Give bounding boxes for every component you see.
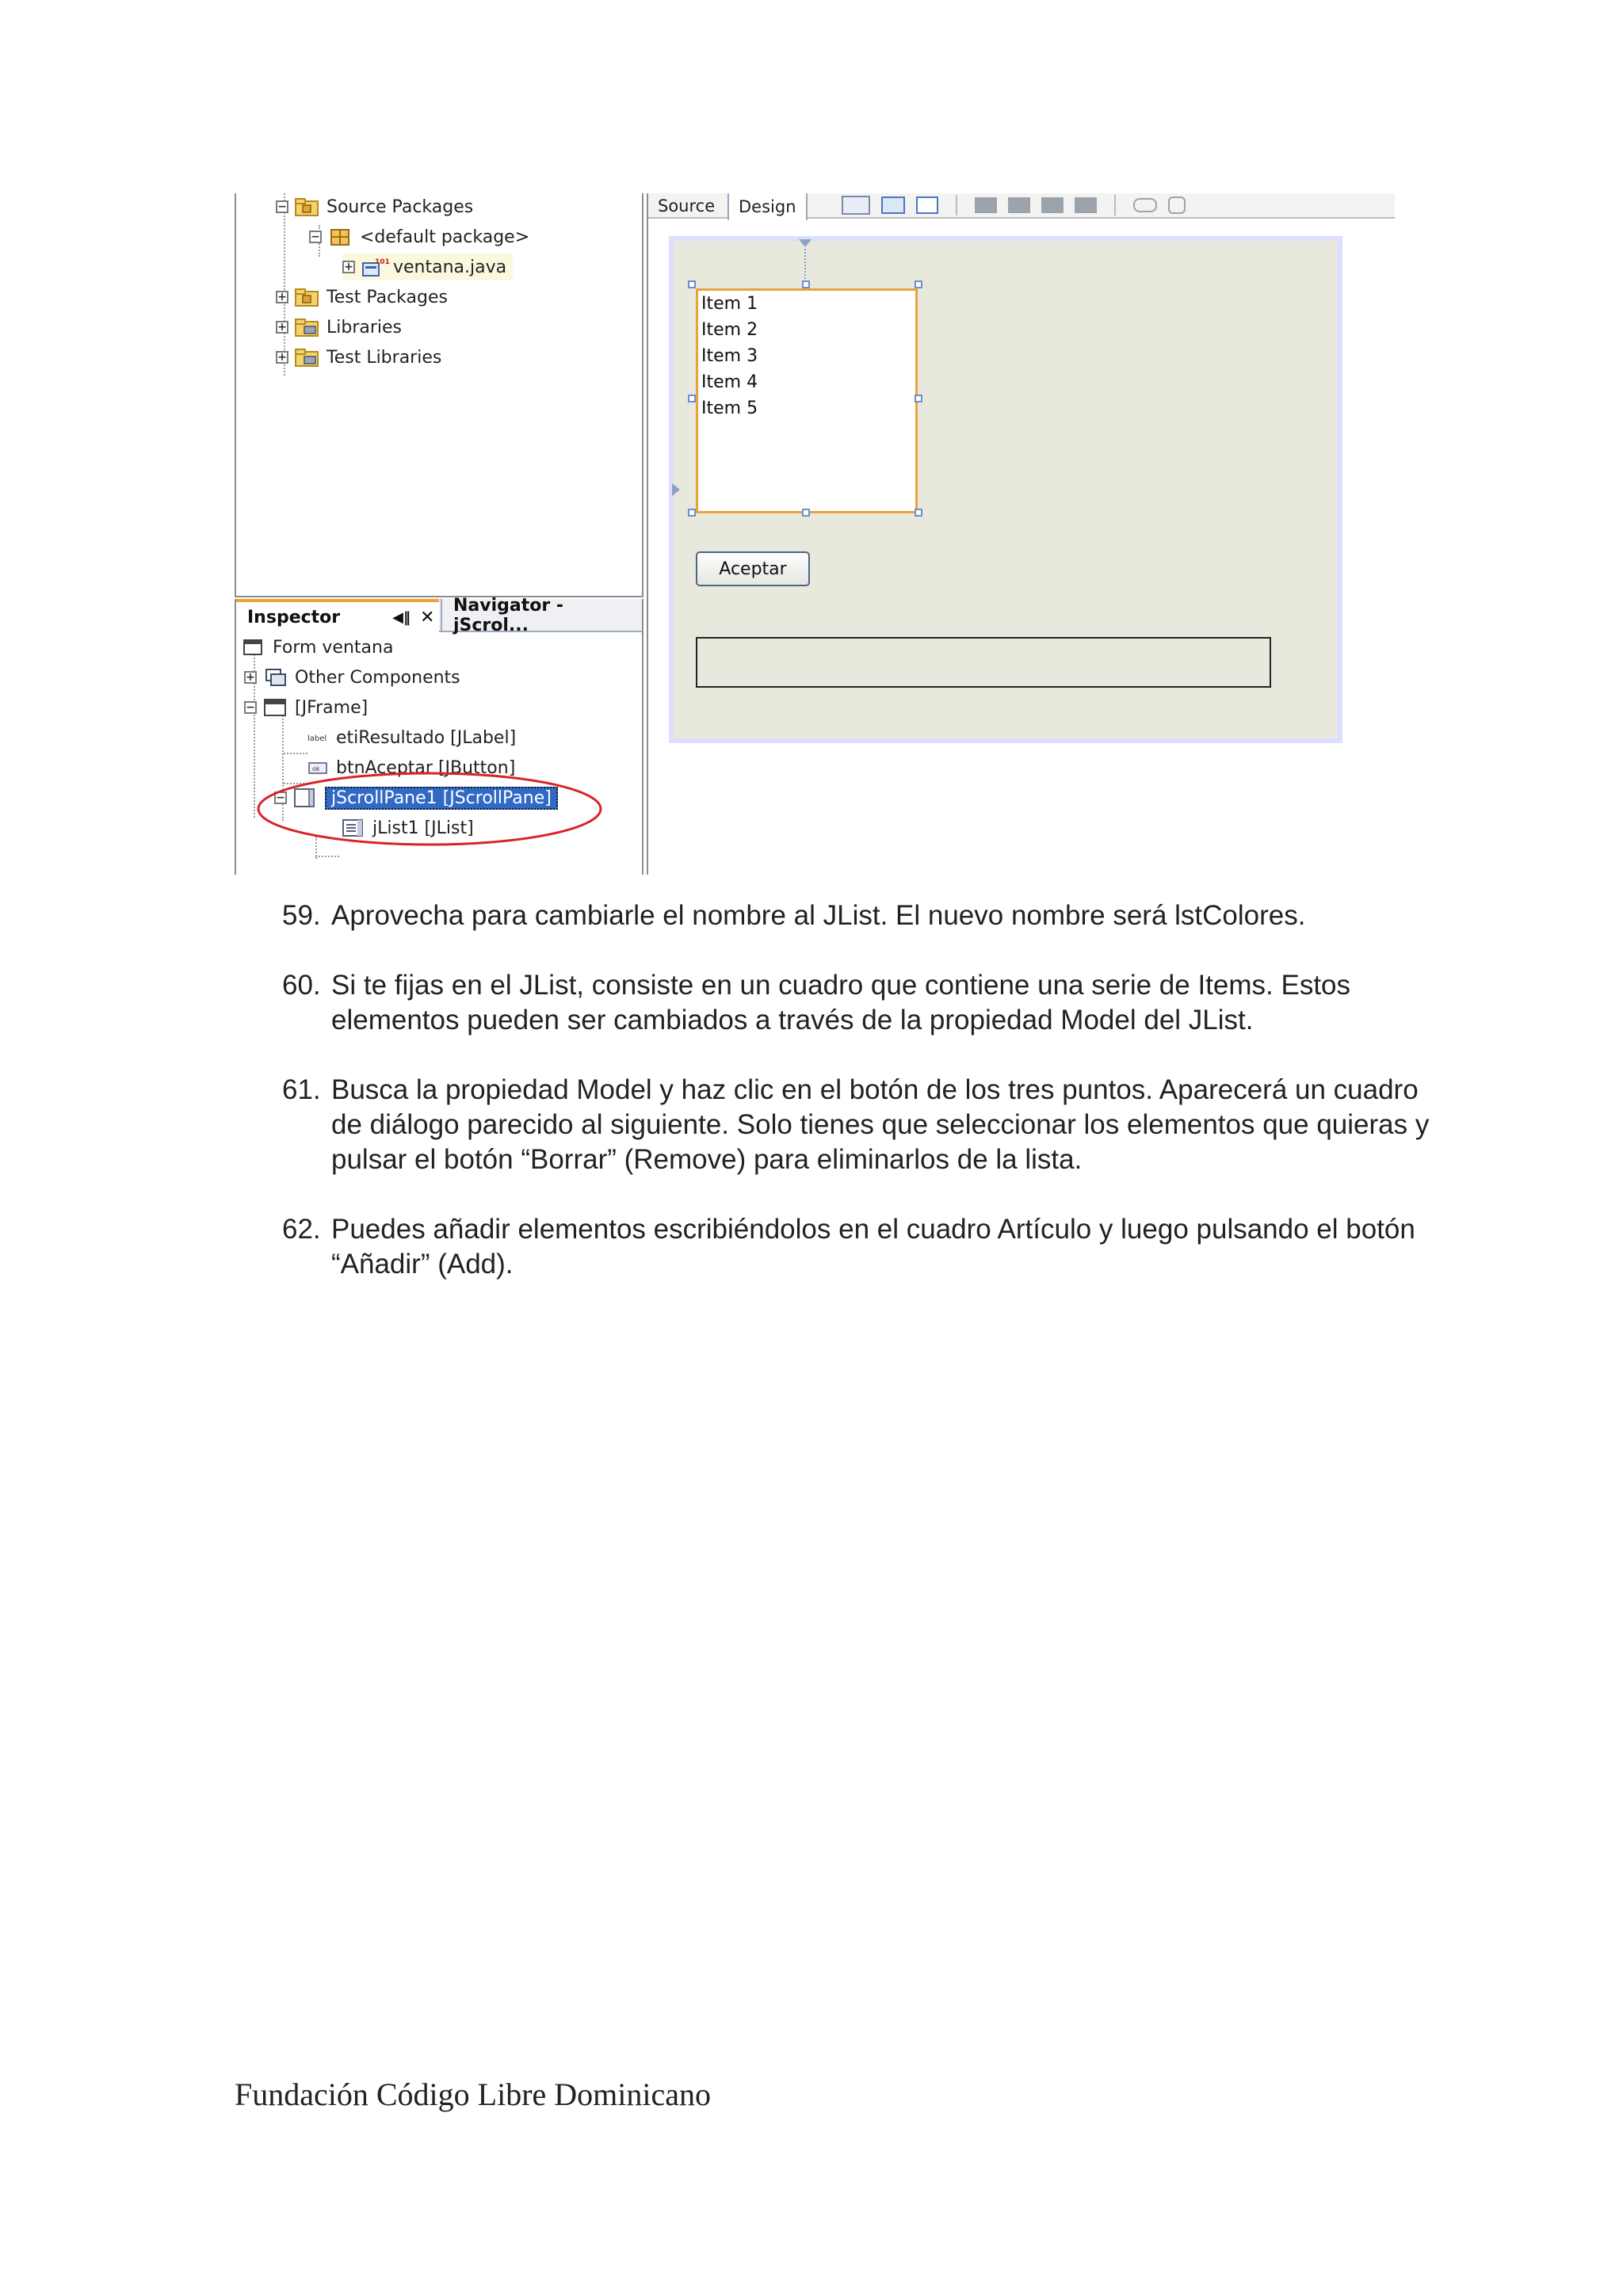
resize-handle[interactable]	[915, 509, 922, 517]
eti-resultado-label[interactable]	[696, 637, 1271, 688]
instruction-text: Puedes añadir elementos escribiéndolos en el cuadro Artículo y luego pulsando el botón “Añadir” (Add).	[331, 1214, 1415, 1280]
tree-item-label: Libraries	[327, 317, 403, 338]
resize-horizontal-icon[interactable]	[1133, 198, 1157, 212]
inspector-item-etiresultado[interactable]	[307, 724, 516, 751]
collapse-icon[interactable]: −	[309, 231, 322, 243]
instruction-item	[282, 1073, 1455, 1177]
svg-text:101: 101	[375, 258, 390, 266]
list-item[interactable]: Item 4	[701, 372, 758, 392]
inspector-item-jframe[interactable]	[244, 694, 368, 721]
toolbar-separator	[1114, 195, 1116, 215]
tree-item-label: ventana.java	[393, 257, 507, 277]
close-icon[interactable]: ✕	[419, 607, 435, 627]
tab-label: Design	[739, 197, 796, 216]
expand-icon[interactable]: +	[244, 671, 257, 684]
folder-library-icon	[295, 317, 319, 338]
java-form-icon	[361, 257, 390, 277]
package-icon	[328, 227, 352, 247]
jlist-component[interactable]	[696, 288, 918, 513]
instruction-number: 62.	[282, 1214, 321, 1245]
svg-text:ok: ok	[312, 765, 320, 772]
connection-mode-icon[interactable]	[881, 196, 905, 214]
editor-toolbar	[648, 193, 1395, 219]
tab-inspector[interactable]	[236, 599, 439, 632]
tree-item-default-package[interactable]	[309, 223, 529, 250]
expand-icon[interactable]: +	[276, 291, 288, 303]
collapse-icon[interactable]: −	[244, 701, 257, 714]
tree-item-libraries[interactable]	[276, 314, 402, 341]
instruction-item	[282, 898, 1455, 933]
expand-icon[interactable]: +	[276, 351, 288, 364]
folder-package-icon	[295, 287, 319, 307]
align-bottom-icon[interactable]	[1075, 197, 1097, 213]
folder-package-icon	[295, 196, 319, 217]
projects-panel	[235, 193, 643, 597]
align-left-icon[interactable]	[975, 197, 997, 213]
components-icon	[263, 667, 287, 688]
tab-source[interactable]	[648, 193, 724, 219]
tree-item-label: etiResultado [JLabel]	[336, 727, 517, 748]
inspector-item-form[interactable]	[241, 634, 393, 661]
tab-label: Source	[658, 196, 716, 215]
align-top-icon[interactable]	[1041, 197, 1064, 213]
folder-library-icon	[295, 347, 319, 368]
frame-icon	[263, 697, 287, 718]
collapse-icon[interactable]: −	[276, 200, 288, 213]
instruction-list	[282, 898, 1455, 1317]
design-editor	[647, 193, 1395, 875]
instruction-item	[282, 968, 1455, 1038]
list-item[interactable]: Item 5	[701, 399, 758, 418]
resize-vertical-icon[interactable]	[1168, 196, 1186, 214]
tree-item-test-packages[interactable]	[276, 284, 448, 311]
minimize-icon[interactable]: ◀‖	[392, 608, 411, 626]
instruction-item	[282, 1212, 1455, 1282]
tree-item-label: Test Packages	[327, 287, 448, 307]
tab-navigator[interactable]	[441, 596, 643, 635]
tree-item-source-packages[interactable]	[276, 193, 473, 220]
inspector-item-other-components[interactable]	[244, 664, 460, 691]
svg-text:label: label	[307, 734, 327, 743]
instruction-text: Aprovecha para cambiarle el nombre al JList. El nuevo nombre será lstColores.	[331, 900, 1306, 931]
expand-icon[interactable]: +	[276, 321, 288, 334]
selection-mode-icon[interactable]	[842, 196, 870, 215]
tree-item-label: [JFrame]	[295, 697, 369, 718]
tree-item-label: jList1 [JList]	[372, 818, 474, 838]
instruction-text: Si te fijas en el JList, consiste en un cuadro que contiene una serie de Items. Estos elementos pueden ser cambiados a través de la propiedad Model del JList.	[331, 970, 1351, 1035]
anchor-marker-top	[799, 239, 812, 247]
toolbar-separator	[956, 195, 957, 215]
tree-item-label-selected: jScrollPane1 [JScrollPane]	[325, 787, 558, 810]
instruction-number: 60.	[282, 970, 321, 1001]
tree-item-label: Other Components	[295, 667, 460, 688]
instruction-text: Busca la propiedad Model y haz clic en el botón de los tres puntos. Aparecerá un cuadro de diálogo parecido al siguiente. Solo tienes que seleccionar los elementos que quieras y pulsar el botón “Borrar” (Remove) para eliminarlos de la lista.	[331, 1074, 1430, 1175]
resize-handle[interactable]	[688, 280, 696, 288]
highlight-ellipse	[255, 770, 604, 848]
resize-handle[interactable]	[802, 280, 810, 288]
resize-handle[interactable]	[688, 395, 696, 402]
form-icon	[241, 637, 265, 658]
tree-item-label: Source Packages	[327, 196, 474, 217]
resize-handle[interactable]	[802, 509, 810, 517]
tree-item-ventana-java[interactable]	[342, 254, 513, 280]
anchor-marker-left	[672, 483, 680, 496]
tree-item-label: Form ventana	[273, 637, 394, 658]
resize-handle[interactable]	[915, 280, 922, 288]
instruction-number: 61.	[282, 1074, 321, 1105]
aceptar-button[interactable]	[696, 551, 810, 586]
expand-icon[interactable]: +	[342, 261, 355, 273]
tree-item-label: Test Libraries	[327, 347, 442, 368]
collapse-icon[interactable]: −	[274, 791, 287, 804]
button-label: Aceptar	[719, 559, 787, 579]
label-icon	[307, 727, 328, 748]
tab-label: Inspector	[247, 607, 341, 627]
tree-item-test-libraries[interactable]	[276, 344, 441, 371]
inspector-tabbar	[236, 596, 642, 635]
tree-item-label: btnAceptar [JButton]	[336, 757, 516, 778]
preview-icon[interactable]	[916, 196, 938, 214]
resize-handle[interactable]	[688, 509, 696, 517]
jframe-form[interactable]	[669, 236, 1342, 743]
tree-item-label: <default package>	[360, 227, 530, 247]
align-right-icon[interactable]	[1008, 197, 1030, 213]
page-footer: Fundación Código Libre Dominicano	[235, 2077, 712, 2112]
resize-handle[interactable]	[915, 395, 922, 402]
list-item[interactable]: Item 3	[701, 346, 758, 366]
toolbar-icons	[842, 195, 1186, 215]
netbeans-screenshot	[235, 193, 1395, 875]
tab-label: Navigator - jScrol...	[453, 596, 564, 635]
instruction-number: 59.	[282, 900, 321, 931]
tab-design[interactable]	[727, 193, 808, 220]
inspector-panel	[235, 596, 643, 875]
list-item[interactable]: Item 2	[701, 320, 758, 340]
list-item[interactable]: Item 1	[701, 294, 758, 314]
